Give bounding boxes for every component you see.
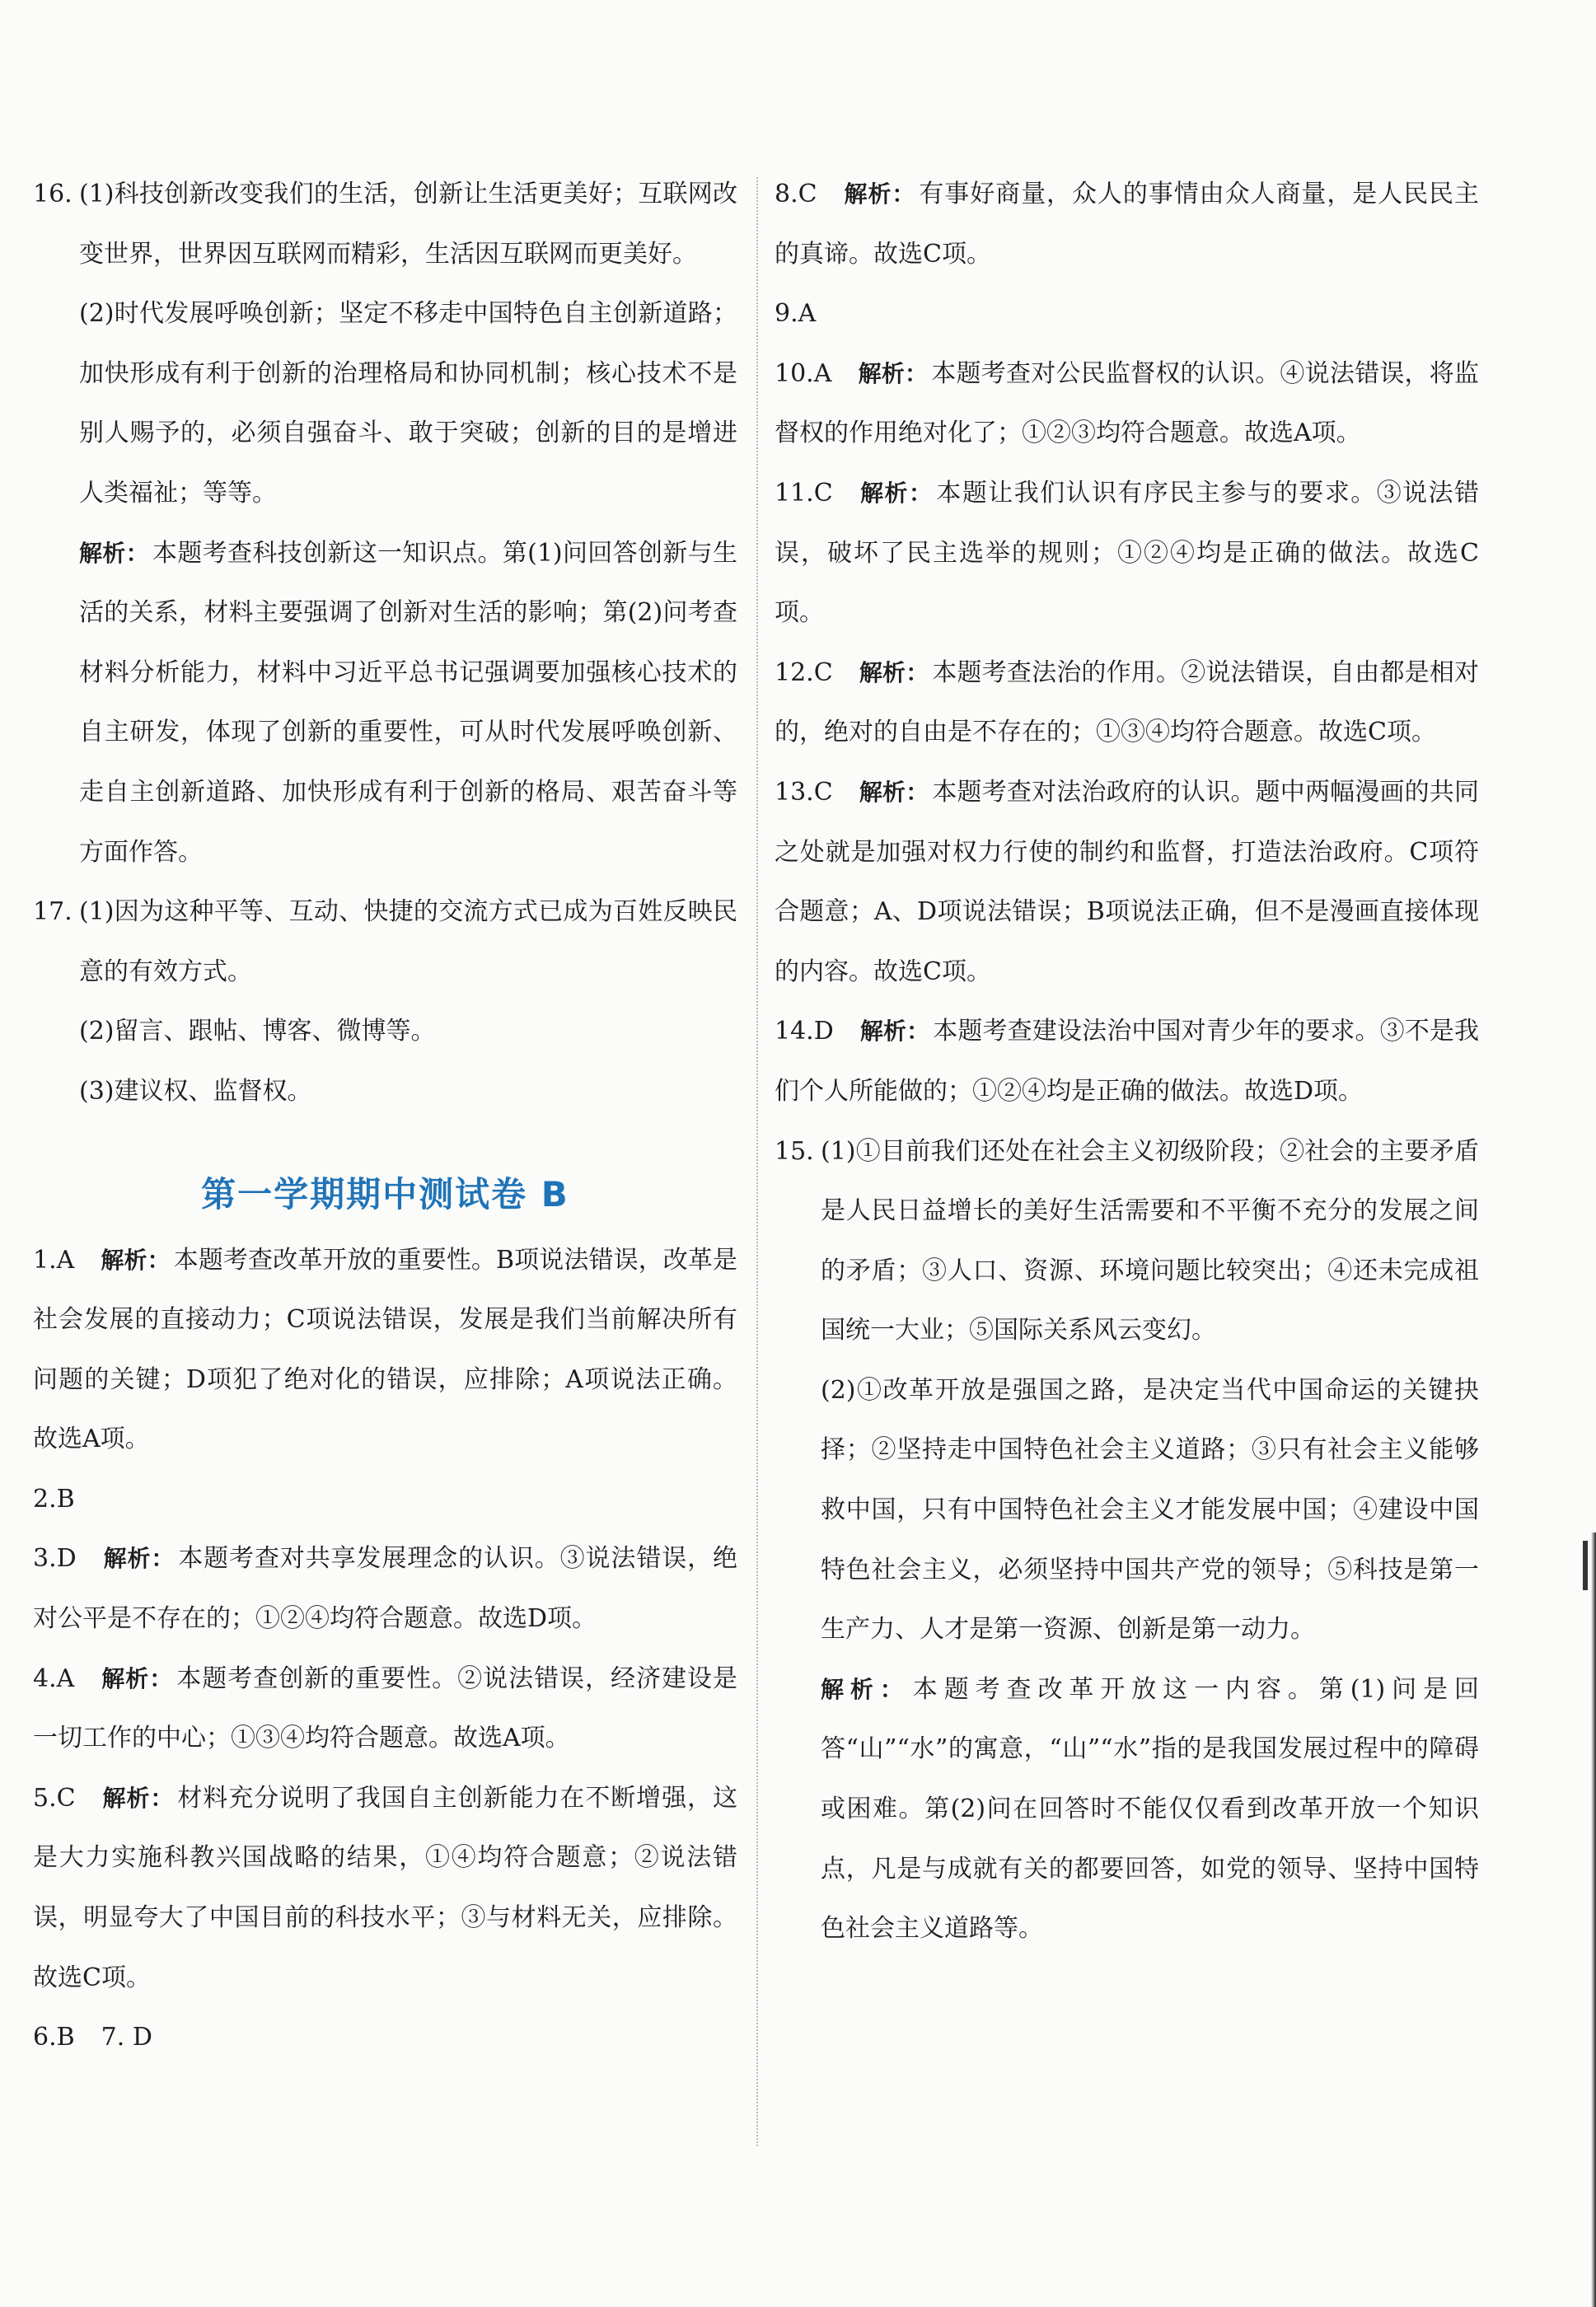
question-number: 4.	[33, 1664, 57, 1693]
question-number: 5.	[33, 1783, 57, 1813]
answer-16-part2: (2)时代发展呼唤创新；坚定不移走中国特色自主创新道路；加快形成有利于创新的治理格局和协同机制；核心技术不是别人赐予的，必须自强奋斗、敢于突破；创新的目的是增进人类福祉；等等。	[79, 299, 737, 508]
answer-choice: B	[56, 2023, 75, 2052]
question-number: 16.	[33, 180, 73, 208]
answer-choice: A	[798, 299, 817, 329]
answer-9	[775, 284, 1479, 344]
answer-choice: B	[56, 1484, 75, 1514]
analysis-text: 本题考查对共享发展理念的认识。③说法错误，绝对公平是不存在的；①②④均符合题意。故选D项。	[33, 1544, 737, 1634]
question-number: 10.	[775, 358, 814, 388]
answer-17	[33, 882, 737, 1002]
answer-13	[775, 763, 1479, 1002]
answer-choice: D	[56, 1544, 77, 1574]
answer-choice: A	[56, 1664, 75, 1693]
answer-15-part2: (2)①改革开放是强国之路，是决定当代中国命运的关键抉择；②坚持走中国特色社会主义道路；③只有社会主义能够救中国，只有中国特色社会主义才能发展中国；④建设中国特色社会主义，必须坚持中国共产党的领导；⑤科技是第一生产力、人才是第一资源、创新是第一动力。	[821, 1375, 1479, 1645]
analysis-label: 解析：	[79, 539, 150, 567]
answer-choice: C	[798, 180, 817, 208]
analysis-text: 材料充分说明了我国自主创新能力在不断增强，这是大力实施科教兴国战略的结果，①④均符合题意；②说法错误，明显夸大了中国目前的科技水平；③与材料无关，应排除。故选C项。	[33, 1783, 737, 1992]
question-number: 2.	[33, 1484, 57, 1514]
answer-3	[33, 1529, 737, 1649]
analysis-text: 本题考查创新的重要性。②说法错误，经济建设是一切工作的中心；①③④均符合题意。故选A项。	[33, 1664, 737, 1753]
analysis-text: 本题考查改革开放这一内容。第(1)问是回答“山”“水”的寓意，“山”“水”指的是我国发展过程中的障碍或困难。第(2)问在回答时不能仅仅看到改革开放一个知识点，凡是与成就有关的都要回答，如党的领导、坚持中国特色社会主义道路等。	[821, 1674, 1479, 1944]
question-number: 15.	[775, 1136, 814, 1166]
answer-choice: D	[813, 1017, 834, 1046]
column-divider	[756, 177, 758, 2146]
answer-15	[775, 1122, 1479, 1361]
answer-choice: C	[813, 657, 833, 687]
analysis-label: 解析：	[859, 658, 929, 686]
question-number: 14.	[775, 1017, 814, 1046]
analysis-label: 解析：	[859, 1018, 930, 1046]
answer-16-analysis	[33, 524, 737, 883]
answer-17-part3: (3)建议权、监督权。	[79, 1076, 312, 1106]
answer-16	[33, 165, 737, 284]
answer-12	[775, 643, 1479, 763]
answer-8	[775, 165, 1479, 284]
left-column	[33, 165, 737, 2068]
analysis-label: 解析：	[101, 1784, 175, 1812]
analysis-label: 解析：	[859, 778, 929, 806]
question-number: 13.	[775, 777, 814, 807]
question-number: 17.	[33, 897, 73, 927]
answer-14	[775, 1002, 1479, 1121]
answer-choice: C	[813, 478, 833, 508]
scan-mark	[1583, 1541, 1588, 1590]
section-title: 第一学期期中测试卷 B	[201, 1173, 569, 1214]
question-number: 3.	[33, 1544, 57, 1574]
answer-1	[33, 1231, 737, 1470]
answer-6-7	[33, 2008, 737, 2068]
right-column	[775, 165, 1479, 1959]
analysis-label: 解析：	[102, 1545, 176, 1573]
analysis-text: 本题考查对法治政府的认识。题中两幅漫画的共同之处就是加强对权力行使的制约和监督，打造法治政府。C项符合题意；A、D项说法错误；B项说法正确，但不是漫画直接体现的内容。故选C项。	[775, 777, 1479, 986]
analysis-text: 有事好商量，众人的事情由众人商量，是人民民主的真谛。故选C项。	[775, 180, 1479, 269]
answer-text: (1)因为这种平等、互动、快捷的交流方式已成为百姓反映民意的有效方式。	[79, 897, 737, 986]
answer-text: (1)科技创新改变我们的生活，创新让生活更美好；互联网改变世界，世界因互联网而精彩，生活因互联网而更美好。	[79, 180, 737, 269]
analysis-label: 解析：	[821, 1675, 910, 1703]
answer-choice: A	[56, 1245, 75, 1275]
analysis-label: 解析：	[101, 1664, 174, 1692]
analysis-text: 本题让我们认识有序民主参与的要求。③说法错误，破坏了民主选举的规则；①②④均是正确的做法。故选C项。	[775, 478, 1479, 628]
analysis-label: 解析：	[843, 180, 916, 208]
question-number: 8.	[775, 180, 798, 208]
question-number: 11.	[775, 478, 814, 508]
answer-choice: C	[56, 1783, 76, 1813]
analysis-label: 解析：	[858, 359, 929, 387]
question-number: 9.	[775, 299, 798, 329]
analysis-text: 本题考查建设法治中国对青少年的要求。③不是我们个人所能做的；①②④均是正确的做法。故选D项。	[775, 1017, 1479, 1106]
answer-10	[775, 344, 1479, 464]
answer-5	[33, 1769, 737, 2008]
answer-11	[775, 464, 1479, 643]
answer-7: 7. D	[101, 2023, 152, 2052]
analysis-label: 解析：	[859, 479, 934, 507]
question-number: 6.	[33, 2023, 57, 2052]
question-number: 1.	[33, 1245, 57, 1275]
answer-choice: C	[813, 777, 833, 807]
analysis-label: 解析：	[101, 1246, 171, 1274]
question-number: 12.	[775, 657, 814, 687]
analysis-text: 本题考查科技创新这一知识点。第(1)问回答创新与生活的关系，材料主要强调了创新对生活的影响；第(2)问考查材料分析能力，材料中习近平总书记强调要加强核心技术的自主研发，体现了创新的重要性，可从时代发展呼唤创新、走自主创新道路、加快形成有利于创新的格局、艰苦奋斗等方面作答。	[79, 538, 737, 867]
scan-edge-shadow	[1591, 1533, 1596, 2307]
analysis-text: 本题考查对公民监督权的认识。④说法错误，将监督权的作用绝对化了；①②③均符合题意。故选A项。	[775, 358, 1479, 448]
answer-15-analysis	[775, 1660, 1479, 1959]
analysis-text: 本题考查法治的作用。②说法错误，自由都是相对的，绝对的自由是不存在的；①③④均符合题意。故选C项。	[775, 657, 1479, 747]
analysis-text: 本题考查改革开放的重要性。B项说法错误，改革是社会发展的直接动力；C项说法错误，发展是我们当前解决所有问题的关键；D项犯了绝对化的错误，应排除；A项说法正确。故选A项。	[33, 1245, 737, 1454]
answer-17-part2: (2)留言、跟帖、博客、微博等。	[79, 1017, 436, 1046]
answer-4	[33, 1650, 737, 1769]
answer-text: (1)①目前我们还处在社会主义初级阶段；②社会的主要矛盾是人民日益增长的美好生活需要和不平衡不充分的发展之间的矛盾；③人口、资源、环境问题比较突出；④还未完成祖国统一大业；⑤国际关系风云变幻。	[821, 1136, 1479, 1345]
answer-choice: A	[813, 358, 832, 388]
answer-2	[33, 1470, 737, 1530]
